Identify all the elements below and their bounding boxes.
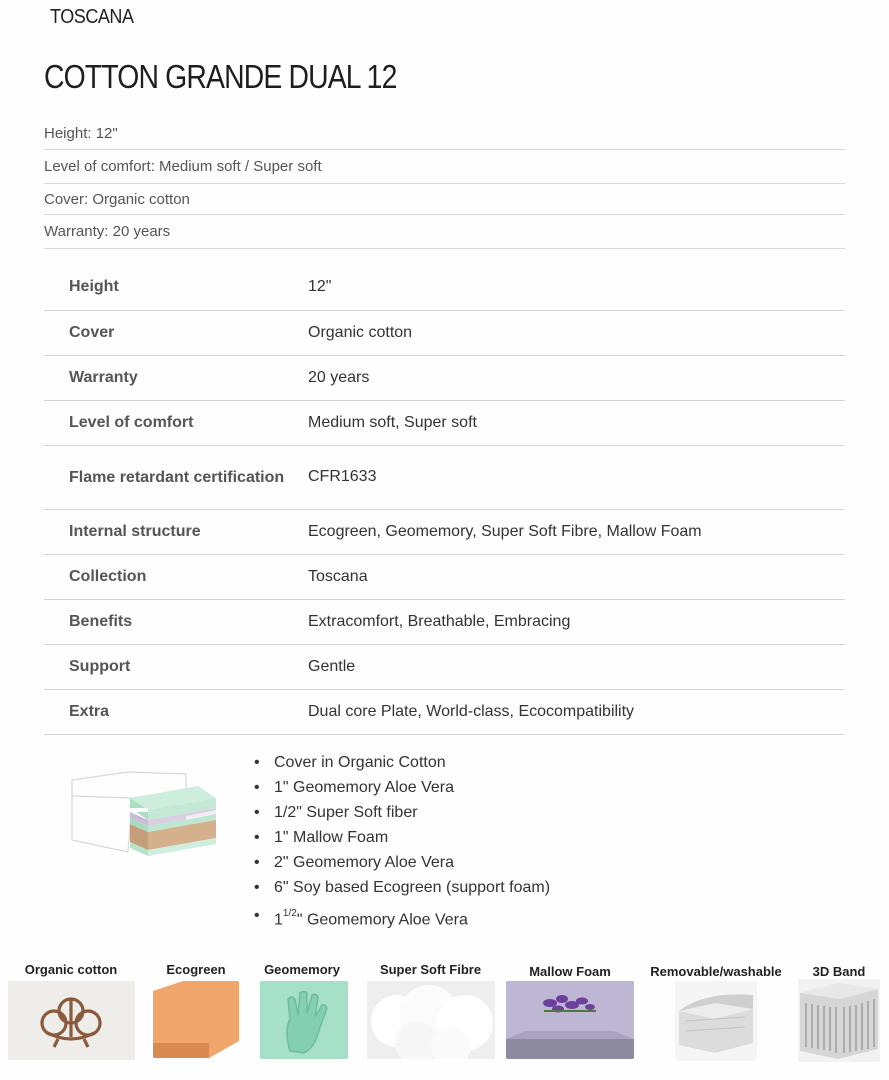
layer-item: • 1" Geomemory Aloe Vera [254, 775, 550, 800]
spec-label: Collection [44, 554, 308, 599]
spec-label: Height [44, 265, 308, 310]
specs-row [44, 509, 845, 554]
spec-value: Organic cotton [308, 310, 845, 355]
summary-text: Height: 12" [44, 125, 118, 142]
spec-value: CFR1633 [308, 445, 845, 509]
spec-label: Flame retardant certification [44, 445, 308, 509]
specs-row [44, 599, 845, 644]
layer-item [254, 903, 550, 928]
specs-row [44, 355, 845, 400]
feature-3d-band [796, 962, 882, 1062]
feature-organic-cotton [6, 962, 136, 1062]
specs-row [44, 310, 845, 355]
feature-removable-washable [648, 962, 784, 1062]
spec-label: Extra [44, 689, 308, 734]
summary-item [44, 215, 845, 249]
feature-label: Organic cotton [24, 962, 118, 977]
feature-label: Super Soft Fibre [379, 962, 482, 977]
cotton-boll-icon [8, 981, 135, 1060]
specs-row [44, 554, 845, 599]
specs-row [44, 400, 845, 445]
3d-band-icon [798, 979, 880, 1062]
spec-value: Extracomfort, Breathable, Embracing [308, 599, 845, 644]
spec-value: Toscana [308, 554, 845, 599]
summary-item [44, 150, 845, 184]
feature-label: Ecogreen [166, 962, 226, 977]
specs-row [44, 689, 845, 734]
feature-label: Removable/washable [650, 964, 782, 979]
feature-label: Mallow Foam [529, 964, 611, 979]
layer-item: • 2" Geomemory Aloe Vera [254, 850, 550, 875]
spec-value: Medium soft, Super soft [308, 400, 845, 445]
feature-label: Geomemory [264, 962, 340, 977]
spec-label: Cover [44, 310, 308, 355]
spec-value: 20 years [308, 355, 845, 400]
specs-table [44, 265, 845, 735]
layer-item: • 1/2" Super Soft fiber [254, 800, 550, 825]
feature-geomemory [255, 962, 349, 1062]
product-title: COTTON GRANDE DUAL 12 [44, 58, 397, 95]
mallow-foam-icon [506, 981, 634, 1059]
spec-label: Support [44, 644, 308, 689]
layer-fraction-whole: 1 [274, 911, 283, 929]
layer-list [254, 750, 550, 928]
specs-row [44, 644, 845, 689]
brand-name: TOSCANA [50, 6, 134, 28]
summary-item [44, 184, 845, 215]
spec-value: Gentle [308, 644, 845, 689]
spec-label: Level of comfort [44, 400, 308, 445]
spec-label: Warranty [44, 355, 308, 400]
feature-label: 3D Band [812, 964, 866, 979]
specs-row [44, 265, 845, 310]
spec-value: Dual core Plate, World-class, Ecocompatibility [308, 689, 845, 734]
spec-value: 12" [308, 265, 845, 310]
spec-label: Benefits [44, 599, 308, 644]
summary-text: Level of comfort: Medium soft / Super soft [44, 158, 322, 175]
ecogreen-foam-icon [153, 981, 239, 1058]
geomemory-foam-icon [260, 981, 348, 1059]
fibre-icon [367, 981, 495, 1059]
layer-item: • 1" Mallow Foam [254, 825, 550, 850]
layer-item: • 6" Soy based Ecogreen (support foam) [254, 875, 550, 900]
specs-row [44, 445, 845, 509]
spec-label: Internal structure [44, 509, 308, 554]
feature-super-soft-fibre [364, 962, 497, 1062]
summary-text: Warranty: 20 years [44, 223, 171, 240]
feature-mallow-foam [504, 962, 636, 1062]
spec-value: Ecogreen, Geomemory, Super Soft Fibre, Mallow Foam [308, 509, 845, 554]
layer-fraction-sup: 1/2 [282, 908, 297, 919]
layer-item: • Cover in Organic Cotton [254, 750, 550, 775]
removable-cover-icon [675, 981, 757, 1061]
layer-fraction-rest: " Geomemory Aloe Vera [296, 911, 468, 929]
summary-item [44, 118, 845, 150]
feature-ecogreen [151, 962, 241, 1062]
summary-text: Cover: Organic cotton [44, 190, 190, 208]
mattress-layers-icon [68, 768, 228, 863]
summary-list [44, 118, 845, 249]
